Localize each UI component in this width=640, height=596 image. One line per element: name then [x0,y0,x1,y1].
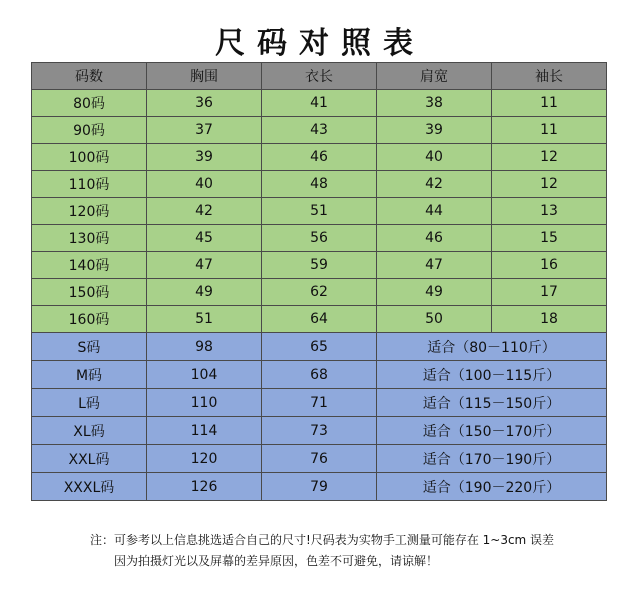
weight-range-cell: 适合（80－110斤） [377,333,607,361]
shoulder-cell: 42 [377,171,492,198]
table-row [32,144,607,171]
shoulder-cell: 46 [377,225,492,252]
size-cell: 150码 [32,279,147,306]
footnote [90,530,554,572]
length-cell: 46 [262,144,377,171]
chest-cell: 120 [147,445,262,473]
size-cell: XXXL码 [32,473,147,501]
shoulder-cell: 39 [377,117,492,144]
table-row [32,361,607,389]
sleeve-cell: 12 [492,171,607,198]
length-cell: 56 [262,225,377,252]
shoulder-cell: 50 [377,306,492,333]
sleeve-cell: 13 [492,198,607,225]
weight-range-cell: 适合（115－150斤） [377,389,607,417]
table-row [32,198,607,225]
length-cell: 71 [262,389,377,417]
table-row [32,417,607,445]
header-length: 衣长 [262,63,377,90]
size-cell: S码 [32,333,147,361]
shoulder-cell: 47 [377,252,492,279]
chest-cell: 39 [147,144,262,171]
chest-cell: 114 [147,417,262,445]
table-row [32,389,607,417]
length-cell: 59 [262,252,377,279]
table-row [32,473,607,501]
table-header-row [32,63,607,90]
sleeve-cell: 18 [492,306,607,333]
size-cell: 160码 [32,306,147,333]
footnote-line-1: 注：可参考以上信息挑选适合自己的尺寸!尺码表为实物手工测量可能存在 1~3cm 误差 [90,533,555,547]
chest-cell: 42 [147,198,262,225]
sleeve-cell: 15 [492,225,607,252]
length-cell: 79 [262,473,377,501]
length-cell: 68 [262,361,377,389]
table-row [32,306,607,333]
chest-cell: 37 [147,117,262,144]
size-chart-table [31,62,607,501]
chest-cell: 51 [147,306,262,333]
length-cell: 51 [262,198,377,225]
size-cell: 120码 [32,198,147,225]
shoulder-cell: 40 [377,144,492,171]
chest-cell: 47 [147,252,262,279]
size-cell: 140码 [32,252,147,279]
sleeve-cell: 17 [492,279,607,306]
chest-cell: 45 [147,225,262,252]
table-row [32,333,607,361]
table-row [32,117,607,144]
header-size: 码数 [32,63,147,90]
weight-range-cell: 适合（150－170斤） [377,417,607,445]
size-cell: XL码 [32,417,147,445]
chest-cell: 98 [147,333,262,361]
page-title: 尺码对照表 [215,26,425,61]
size-cell: 130码 [32,225,147,252]
weight-range-cell: 适合（170－190斤） [377,445,607,473]
sleeve-cell: 11 [492,90,607,117]
length-cell: 48 [262,171,377,198]
table-row [32,252,607,279]
size-cell: 100码 [32,144,147,171]
length-cell: 41 [262,90,377,117]
shoulder-cell: 38 [377,90,492,117]
size-cell: M码 [32,361,147,389]
length-cell: 43 [262,117,377,144]
chest-cell: 126 [147,473,262,501]
chest-cell: 40 [147,171,262,198]
header-chest: 胸围 [147,63,262,90]
header-shoulder: 肩宽 [377,63,492,90]
size-cell: 110码 [32,171,147,198]
length-cell: 62 [262,279,377,306]
chest-cell: 110 [147,389,262,417]
chest-cell: 49 [147,279,262,306]
sleeve-cell: 12 [492,144,607,171]
size-cell: XXL码 [32,445,147,473]
weight-range-cell: 适合（190－220斤） [377,473,607,501]
sleeve-cell: 16 [492,252,607,279]
length-cell: 73 [262,417,377,445]
table-row [32,90,607,117]
table-row [32,171,607,198]
chest-cell: 36 [147,90,262,117]
sleeve-cell: 11 [492,117,607,144]
size-cell: 90码 [32,117,147,144]
shoulder-cell: 44 [377,198,492,225]
footnote-line-2: 因为拍摄灯光以及屏幕的差异原因，色差不可避免，请谅解！ [114,554,439,568]
shoulder-cell: 49 [377,279,492,306]
header-sleeve: 袖长 [492,63,607,90]
chest-cell: 104 [147,361,262,389]
length-cell: 65 [262,333,377,361]
table-row [32,225,607,252]
length-cell: 76 [262,445,377,473]
size-cell: 80码 [32,90,147,117]
size-cell: L码 [32,389,147,417]
table-row [32,279,607,306]
table-row [32,445,607,473]
weight-range-cell: 适合（100－115斤） [377,361,607,389]
length-cell: 64 [262,306,377,333]
